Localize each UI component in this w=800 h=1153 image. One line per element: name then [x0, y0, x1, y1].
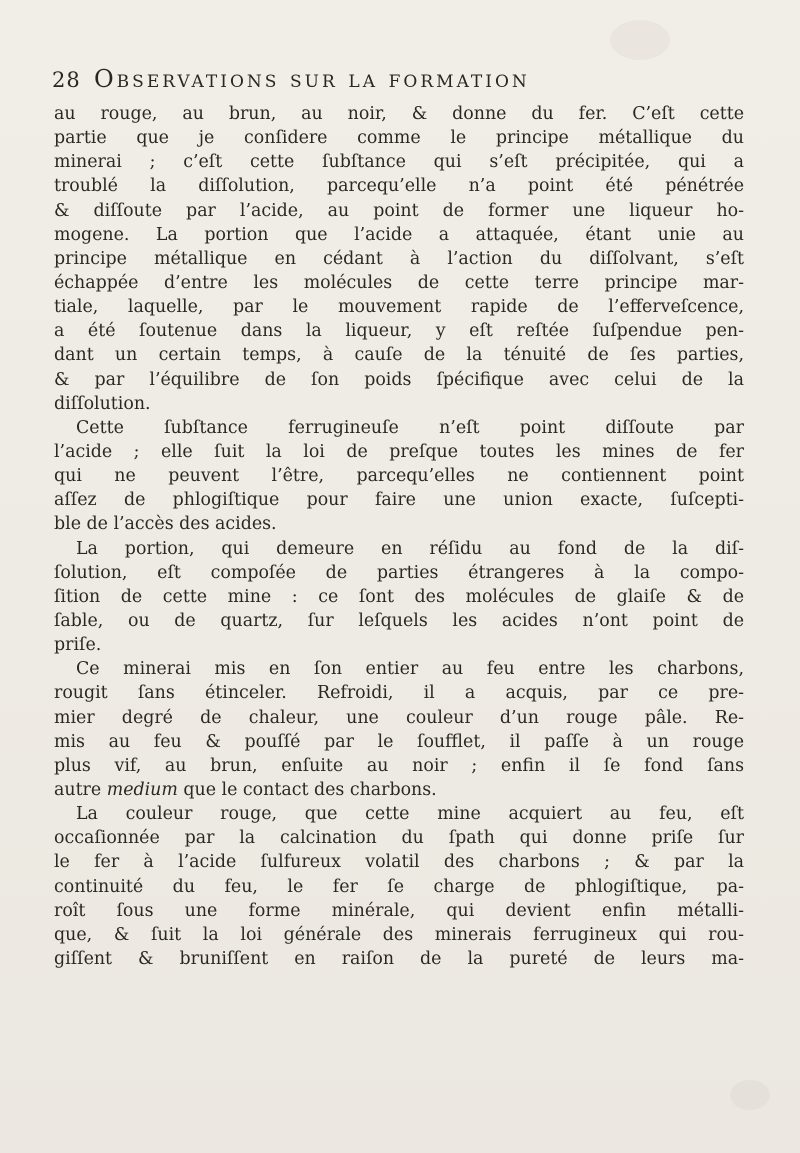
text-line: diſſolution. — [54, 393, 151, 414]
text-line: giſſent & bruniſſent en raiſon de la pureté de leurs ma- — [54, 948, 744, 969]
text-line: minerai ; c’eſt cette ſubſtance qui s’eſt précipitée, qui a — [54, 152, 744, 173]
text-line: La portion, qui demeure en réſidu au fond de la diſ- — [76, 538, 744, 559]
text-line: dant un certain temps, à cauſe de la ténuité de ſes parties, — [54, 345, 744, 366]
text-line: & par l’équilibre de ſon poids ſpécifique avec celui de la — [54, 369, 744, 390]
text-line: ſable, ou de quartz, ſur leſquels les acides n’ont point de — [54, 610, 744, 631]
paper-stain — [610, 20, 670, 60]
paper-stain — [730, 1080, 770, 1110]
page-number: 28 — [52, 68, 81, 92]
text-line: La couleur rouge, que cette mine acquiert au feu, eſt — [76, 804, 744, 825]
body-text — [54, 102, 744, 971]
text-line: Ce minerai mis en ſon entier au feu entre les charbons, — [76, 659, 744, 680]
text-line: a été ſoutenue dans la liqueur, y eſt reſtée ſuſpendue pen- — [54, 321, 744, 342]
text-line: occaſionnée par la calcination du ſpath qui donne priſe ſur — [54, 828, 744, 849]
text-line: aſſez de phlogiſtique pour faire une union exacte, ſuſcepti- — [54, 490, 744, 511]
text-line: rougit ſans étinceler. Refroidi, il a acquis, par ce pre- — [54, 683, 744, 704]
text-line: ſition de cette mine : ce ſont des molécules de glaiſe & de — [54, 586, 744, 607]
text-line: au rouge, au brun, au noir, & donne du fer. C’eſt cette — [54, 104, 744, 124]
text-line: priſe. — [54, 635, 102, 656]
text-line: mier degré de chaleur, une couleur d’un rouge pâle. Re- — [54, 707, 744, 728]
text-line: continuité du feu, le fer ſe charge de phlogiſtique, pa- — [54, 876, 744, 897]
text-line: échappée d’entre les molécules de cette terre principe mar- — [54, 272, 744, 293]
text-line: principe métallique en cédant à l’action du diſſolvant, s’eſt — [54, 248, 744, 269]
text-line: troublé la diſſolution, parcequ’elle n’a point été pénétrée — [54, 176, 744, 197]
text-line: ſolution, eſt compoſée de parties étrangeres à la compo- — [54, 562, 744, 583]
text-line: plus vif, au brun, enſuite au noir ; enfin il ſe fond ſans — [54, 755, 744, 776]
text-line: autre medium que le contact des charbons. — [54, 779, 437, 800]
italic-term: medium — [106, 779, 178, 800]
text-line: & diſſoute par l’acide, au point de former une liqueur ho- — [54, 200, 744, 221]
text-line: roît ſous une forme minérale, qui devient enfin métalli- — [54, 900, 744, 921]
text-line: le fer à l’acide ſulfureux volatil des charbons ; & par la — [54, 852, 744, 873]
running-title: Observations sur la formation — [94, 65, 530, 93]
text-line: l’acide ; elle ſuit la loi de preſque toutes les mines de fer — [54, 441, 744, 462]
text-line: Cette ſubſtance ferrugineuſe n’eſt point diſſoute par — [76, 417, 744, 438]
text-line: tiale, laquelle, par le mouvement rapide de l’efferveſcence, — [54, 297, 744, 318]
text-line: qui ne peuvent l’être, parcequ’elles ne contiennent point — [54, 466, 744, 487]
text-line: mis au feu & pouſſé par le ſoufflet, il paſſe à un rouge — [54, 731, 744, 752]
text-line: mogene. La portion que l’acide a attaquée, étant unie au — [54, 224, 744, 245]
text-line: ble de l’accès des acides. — [54, 514, 277, 535]
text-line: partie que je conſidere comme le principe métallique du — [54, 128, 744, 149]
text-line: que, & ſuit la loi générale des minerais ferrugineux qui rou- — [54, 924, 744, 945]
page-header — [52, 65, 742, 98]
